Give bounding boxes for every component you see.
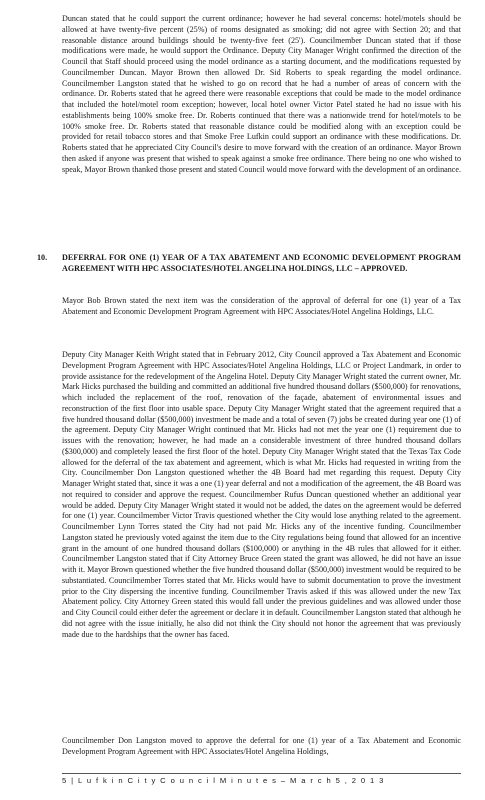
paragraph-mayor-introduction: Mayor Bob Brown stated the next item was the consideration of the approval of deferral for one (1) year of a Tax Abatement and Economic Development Program Agreement with HPC Associates/Hotel Angelina Holdings, LLC. [62, 296, 461, 316]
agenda-item-title: DEFERRAL FOR ONE (1) YEAR OF A TAX ABATEMENT AND ECONOMIC DEVELOPMENT PROGRAM AGREEMENT WITH HPC ASSOCIATES/HOTEL ANGELINA HOLDINGS, LLC – APPROVED. [62, 253, 461, 273]
paragraph-motion: Councilmember Don Langston moved to approve the deferral for one (1) year of a Tax Abatement and Economic Development Program Agreement with HPC Associates/Hotel Angelina Holdings, [62, 736, 461, 756]
paragraph-smoke-free-discussion: Duncan stated that he could support the current ordinance; however he had several concerns: hotel/motels should be allowed at have twenty-five percent (25%) of rooms designated as smoking; did not agree with Section 20; and that reasonable distance around buildings should be twenty-five feet (25'). Councilmember Duncan stated that if those modifications were made, he would support the Ordinance. Deputy City Manager Wright confirmed the direction of the Council that Staff should proceed using the model ordinance as a starting document, and the modifications requested by Councilmember Duncan. Mayor Brown then allowed Dr. Sid Roberts to speak regarding the model ordinance. Councilmember Langston stated that he wished to go on record that he had a number of areas of concern with the ordinance. Dr. Roberts stated that he agreed there were reasonable exceptions that could be made to the model ordinance that included the hotel/motel room exception; however, local hotel owner Victor Patel stated he had no issue with his establishments being 100% smoke free. Dr. Roberts continued that there was a nationwide trend for hotel/motels to be 100% smoke free. Dr. Roberts stated that reasonable distance could be modified along with an exception could be provided for retail tobacco stores and that Smoke Free Lufkin could support an ordinance with these modifications. Dr. Roberts stated that he appreciated City Council's desire to move forward with the creation of an ordinance. Mayor Brown then asked if anyone was present that wished to speak against a smoke free ordinance. There being no one who wished to speak, Mayor Brown thanked those present and stated Council would move forward with the development of an ordinance. [62, 14, 461, 174]
page-footer: 5 | L u f k i n C i t y C o u n c i l M i n u t e s – M a r c h 5 , 2 0 1 3 [62, 773, 461, 787]
paragraph-deputy-city-manager-report: Deputy City Manager Keith Wright stated that in February 2012, City Council approved a Tax Abatement and Economic Development Program Agreement with HPC Associates/Hotel Angelina Holdings, LLC or Project Landmark, in order to provide assistance for the redevelopment of the Angelina Hotel. Deputy City Manager Wright stated the current owner, Mr. Mark Hicks purchased the building and committed an additional five hundred thousand dollars ($500,000) for renovations, which included the replacement of the roof, renovation of the façade, abatement of environmental issues and reconstruction of the first floor into usable space. Deputy City Manager Wright stated that the agreement required that a five hundred thousand dollar ($500,000) investment be made and a total of seven (7) jobs be created during year one (1) of the agreement. Deputy City Manager Wright continued that Mr. Hicks had not met the year one (1) requirement due to issues with the renovation; however, he had made an a considerable investment of three hundred thousand dollars ($300,000) and completely leased the first floor of the hotel. Deputy City Manager Wright stated that the Texas Tax Code allowed for the deferral of the tax abatement and agreement, which is what Mr. Hicks had requested in writing from the City. Councilmember Don Langston questioned whether the 4B Board had met regarding this request. Deputy City Manager Wright stated that, since it was a one (1) year deferral and not a modification of the agreement, the 4B Board was not required to consider and approve the request. Councilmember Rufus Duncan questioned whether an additional year would be added. Deputy City Manager Wright stated it would not be added, the dates on the agreement would be deferred for one (1) year. Councilmember Victor Travis questioned whether the City would lose anything related to the agreement. Councilmember Lynn Torres stated the City had not paid Mr. Hicks any of the incentive funding. Councilmember Langston stated he previously voted against the item due to the City regulations being found that allowed for an incentive grant in the amount of one hundred thousand dollars ($100,000) or anything in the 4B rules that allowed for it either. Councilmember Langston stated that if City Attorney Bruce Green stated the grant was allowed, he did not have an issue with it. Mayor Brown questioned whether the five hundred thousand dollar ($500,000) investment would be required to be substantiated. Councilmember Torres stated that Mr. Hicks would have to submit documentation to prove the investment prior to the City dispersing the incentive funding. Councilmember Travis asked if this was allowed under the new Tax Abatement policy. City Attorney Green stated this would fall under the previous guidelines and was allowed under those and City Council could either defer the agreement or declare it in default. Councilmember Langston stated that although he did not agree with the issue initially, he also did not think the City should not honor the agreement that was previously made due to the hardships that the owner has faced. [62, 350, 461, 639]
agenda-item-number: 10. [37, 253, 48, 262]
